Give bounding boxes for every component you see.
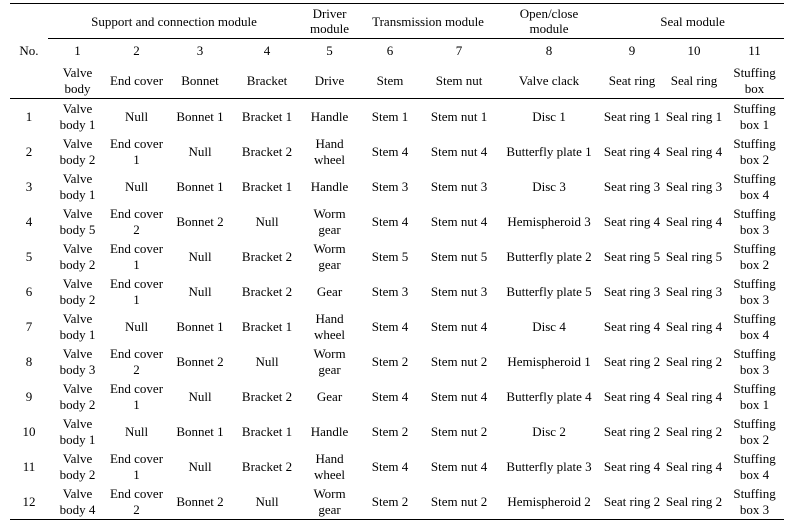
table-cell: Stem 4 <box>371 388 409 404</box>
table-cell: Seal ring 2 <box>665 353 723 369</box>
table-cell: Stem 2 <box>359 484 421 520</box>
row-number: 1 <box>25 108 33 124</box>
table-cell: Bonnet 1 <box>176 108 224 124</box>
column-name: End cover <box>107 63 166 99</box>
row-number: 4 <box>25 213 33 229</box>
table-cell: Handle <box>310 108 349 124</box>
row-number: 7 <box>25 318 33 334</box>
table-cell: Seat ring 4 <box>603 213 661 229</box>
column-name: Valve clack <box>497 63 601 99</box>
table-row <box>10 309 784 344</box>
table-cell: Seat ring 4 <box>603 143 661 159</box>
table-cell: Stem 4 <box>371 458 409 474</box>
column-number: 7 <box>455 43 463 58</box>
column-number: 8 <box>545 43 553 58</box>
table-row <box>10 274 784 309</box>
table-cell: Bonnet 1 <box>176 318 224 334</box>
table-cell: Stuffing box 3 <box>725 484 784 520</box>
table-cell: Valve body 3 <box>59 345 96 377</box>
table-cell: Bracket 1 <box>241 178 293 194</box>
row-number: 3 <box>25 178 33 194</box>
table-cell: Stem nut 4 <box>430 458 488 474</box>
row-number: 9 <box>25 388 33 404</box>
group-support-connection: Support and connection module <box>48 4 300 39</box>
column-name: Stuffing box <box>725 63 784 99</box>
table-cell: Bonnet 2 <box>166 484 234 520</box>
table-cell: End cover 2 <box>109 205 164 237</box>
table-cell: End cover 2 <box>109 345 164 377</box>
table-cell: Seal ring 1 <box>665 108 723 124</box>
table-cell: Butterfly plate 1 <box>506 143 592 159</box>
table-cell: Null <box>188 458 212 474</box>
table-cell: Worm gear <box>300 484 359 520</box>
table-cell: Stem nut 4 <box>430 143 488 159</box>
group-driver: Driver module <box>300 4 359 39</box>
column-number: 2 <box>133 43 140 58</box>
table-cell: Disc 1 <box>532 108 566 124</box>
group-seal: Seal module <box>601 4 784 39</box>
column-name: Stem <box>359 63 421 99</box>
no-header: No. <box>19 42 39 58</box>
table-cell: Butterfly plate 3 <box>506 458 592 474</box>
column-number: 5 <box>326 43 333 58</box>
table-cell: Bracket 1 <box>241 108 293 124</box>
column-number: 4 <box>263 43 271 58</box>
table-cell: Null <box>188 248 212 264</box>
table-cell: Bonnet 2 <box>176 353 224 369</box>
table-cell: End cover 1 <box>109 240 164 272</box>
table-cell: Seal ring 4 <box>665 388 723 404</box>
column-name: Seat ring <box>601 63 663 99</box>
table-cell: Hand wheel <box>314 450 346 482</box>
table-cell: Stem 3 <box>371 283 409 299</box>
table-row <box>10 344 784 379</box>
table-cell: Seat ring 5 <box>603 248 661 264</box>
table-cell: Gear <box>316 283 343 299</box>
table-cell: Bonnet 1 <box>176 423 224 439</box>
table-cell: Bracket 2 <box>241 458 293 474</box>
table-cell: Stuffing box 2 <box>733 240 776 272</box>
table-cell: Bracket 1 <box>241 318 293 334</box>
table-cell: Hemispheroid 2 <box>497 484 601 520</box>
table-cell: Seat ring 3 <box>603 283 661 299</box>
table-cell: End cover 2 <box>107 484 166 520</box>
table-cell: Butterfly plate 4 <box>506 388 592 404</box>
table-row <box>10 484 784 520</box>
table-cell: Valve body 1 <box>59 310 96 342</box>
table-cell: Stem nut 2 <box>430 423 488 439</box>
column-number: 9 <box>628 43 636 58</box>
table-cell: Valve body 5 <box>59 205 96 237</box>
table-cell: Valve body 2 <box>59 240 96 272</box>
table-row <box>10 414 784 449</box>
table-cell: Stuffing box 4 <box>733 450 776 482</box>
table-cell: Seat ring 3 <box>603 178 661 194</box>
table-row <box>10 99 784 135</box>
table-cell: Stuffing box 4 <box>733 310 776 342</box>
table-cell: Seal ring 3 <box>665 178 723 194</box>
column-number-row <box>10 39 784 64</box>
table-corner <box>10 4 48 39</box>
row-number: 11 <box>22 458 36 474</box>
table-cell: Hemispheroid 3 <box>507 213 591 229</box>
table-cell: Null <box>124 318 149 334</box>
table-cell: Seal ring 4 <box>665 458 723 474</box>
table-cell: Seal ring 2 <box>665 423 723 439</box>
column-name: Stem nut <box>421 63 497 99</box>
table-cell: Seat ring 4 <box>603 388 661 404</box>
table-cell: Seat ring 4 <box>603 458 661 474</box>
table-cell: Bracket 2 <box>241 248 293 264</box>
table-cell: Seal ring 4 <box>665 318 723 334</box>
table-cell: Stuffing box 3 <box>733 205 776 237</box>
table-cell: Bracket 2 <box>241 388 293 404</box>
table-cell: Stem nut 4 <box>430 388 488 404</box>
group-transmission: Transmission module <box>359 4 497 39</box>
module-instance-table <box>10 3 784 520</box>
table-cell: Hemispheroid 1 <box>507 353 591 369</box>
table-cell: Butterfly plate 5 <box>506 283 592 299</box>
table-cell: End cover 1 <box>109 450 164 482</box>
table-cell: Null <box>124 178 149 194</box>
table-cell: Bonnet 1 <box>176 178 224 194</box>
column-name-blank <box>10 63 48 99</box>
table-cell: Null <box>188 143 212 159</box>
column-name: Bracket <box>234 63 300 99</box>
column-number: 1 <box>74 43 81 58</box>
table-cell: Stuffing box 1 <box>733 100 776 132</box>
table-cell: Stem 2 <box>371 423 409 439</box>
table-cell: Worm gear <box>313 205 346 237</box>
table-cell: Stem 4 <box>371 318 409 334</box>
row-number: 2 <box>25 143 33 159</box>
table-cell: Handle <box>310 178 349 194</box>
table-cell: Stem 4 <box>371 213 409 229</box>
table-cell: Stuffing box 1 <box>733 380 776 412</box>
module-group-row <box>10 4 784 39</box>
table-cell: Valve body 1 <box>59 100 96 132</box>
table-row <box>10 169 784 204</box>
column-name: Seal ring <box>663 63 725 99</box>
table-cell: Stem nut 2 <box>421 484 497 520</box>
table-cell: Bracket 1 <box>241 423 293 439</box>
row-number: 6 <box>25 283 33 299</box>
table-cell: Seal ring 2 <box>663 484 725 520</box>
table-cell: Stem 2 <box>371 353 409 369</box>
row-number: 12 <box>10 484 48 520</box>
table-cell: End cover 1 <box>109 135 164 167</box>
table-cell: Null <box>234 484 300 520</box>
table-cell: Valve body 4 <box>48 484 107 520</box>
table-cell: End cover 1 <box>109 380 164 412</box>
table-cell: Null <box>188 283 212 299</box>
column-name: Bonnet <box>166 63 234 99</box>
table-cell: Seal ring 4 <box>665 213 723 229</box>
column-name: Drive <box>300 63 359 99</box>
table-cell: Disc 3 <box>532 178 566 194</box>
table-cell: Stem nut 5 <box>430 248 488 264</box>
table-cell: Disc 4 <box>532 318 566 334</box>
table-cell: Seat ring 2 <box>601 484 663 520</box>
table-cell: Valve body 1 <box>59 170 96 202</box>
table-cell: Bracket 2 <box>241 283 293 299</box>
table-cell: Bonnet 2 <box>176 213 224 229</box>
table-cell: Stuffing box 4 <box>733 170 776 202</box>
table-row <box>10 204 784 239</box>
table-cell: Seat ring 4 <box>603 318 661 334</box>
column-name: Valve body <box>48 63 107 99</box>
row-number: 5 <box>25 248 33 264</box>
table-cell: Seat ring 2 <box>603 423 661 439</box>
table-cell: Disc 2 <box>532 423 566 439</box>
table-cell: Seat ring 1 <box>603 108 661 124</box>
table-body <box>10 99 784 520</box>
table-cell: Butterfly plate 2 <box>506 248 592 264</box>
table-row <box>10 239 784 274</box>
row-number: 8 <box>25 353 33 369</box>
table-cell: Stuffing box 2 <box>733 135 776 167</box>
column-number: 11 <box>748 43 761 58</box>
table-cell: Seal ring 4 <box>665 143 723 159</box>
table-cell: Handle <box>310 423 349 439</box>
table-row <box>10 134 784 169</box>
table-cell: Null <box>188 388 212 404</box>
table-cell: Worm gear <box>313 240 346 272</box>
table-cell: End cover 1 <box>109 275 164 307</box>
table-cell: Stuffing box 2 <box>733 415 776 447</box>
table-cell: Stem nut 2 <box>430 353 488 369</box>
column-name-row <box>10 63 784 99</box>
table-cell: Null <box>124 108 149 124</box>
table-cell: Valve body 1 <box>59 415 96 447</box>
table-cell: Stem 4 <box>371 143 409 159</box>
table-cell: Stuffing box 3 <box>733 275 776 307</box>
column-number: 3 <box>196 43 204 58</box>
table-cell: Hand wheel <box>314 310 346 342</box>
table-cell: Null <box>255 213 279 229</box>
row-number: 10 <box>22 423 36 439</box>
table-cell: Hand wheel <box>314 135 346 167</box>
table-cell: Seal ring 3 <box>665 283 723 299</box>
table-cell: Stem nut 1 <box>430 108 488 124</box>
table-cell: Stem 5 <box>371 248 409 264</box>
table-row <box>10 379 784 414</box>
table-cell: Stem nut 3 <box>430 283 488 299</box>
table-cell: Stem nut 4 <box>430 318 488 334</box>
table-row <box>10 449 784 484</box>
table-cell: Null <box>124 423 149 439</box>
table-cell: Stuffing box 3 <box>733 345 776 377</box>
table-cell: Worm gear <box>313 345 346 377</box>
table-cell: Stem nut 3 <box>430 178 488 194</box>
table-cell: Seat ring 2 <box>603 353 661 369</box>
column-number: 10 <box>687 43 701 58</box>
table-cell: Bracket 2 <box>241 143 293 159</box>
table-cell: Stem 1 <box>371 108 409 124</box>
table-cell: Valve body 2 <box>59 135 96 167</box>
table-cell: Null <box>255 353 279 369</box>
table-cell: Gear <box>316 388 343 404</box>
table-cell: Stem 3 <box>371 178 409 194</box>
table-cell: Stem nut 4 <box>430 213 488 229</box>
table-cell: Valve body 2 <box>59 450 96 482</box>
table-cell: Seal ring 5 <box>665 248 723 264</box>
column-number: 6 <box>386 43 394 58</box>
table-cell: Valve body 2 <box>59 275 96 307</box>
group-open-close: Open/close module <box>497 4 601 39</box>
table-cell: Valve body 2 <box>59 380 96 412</box>
